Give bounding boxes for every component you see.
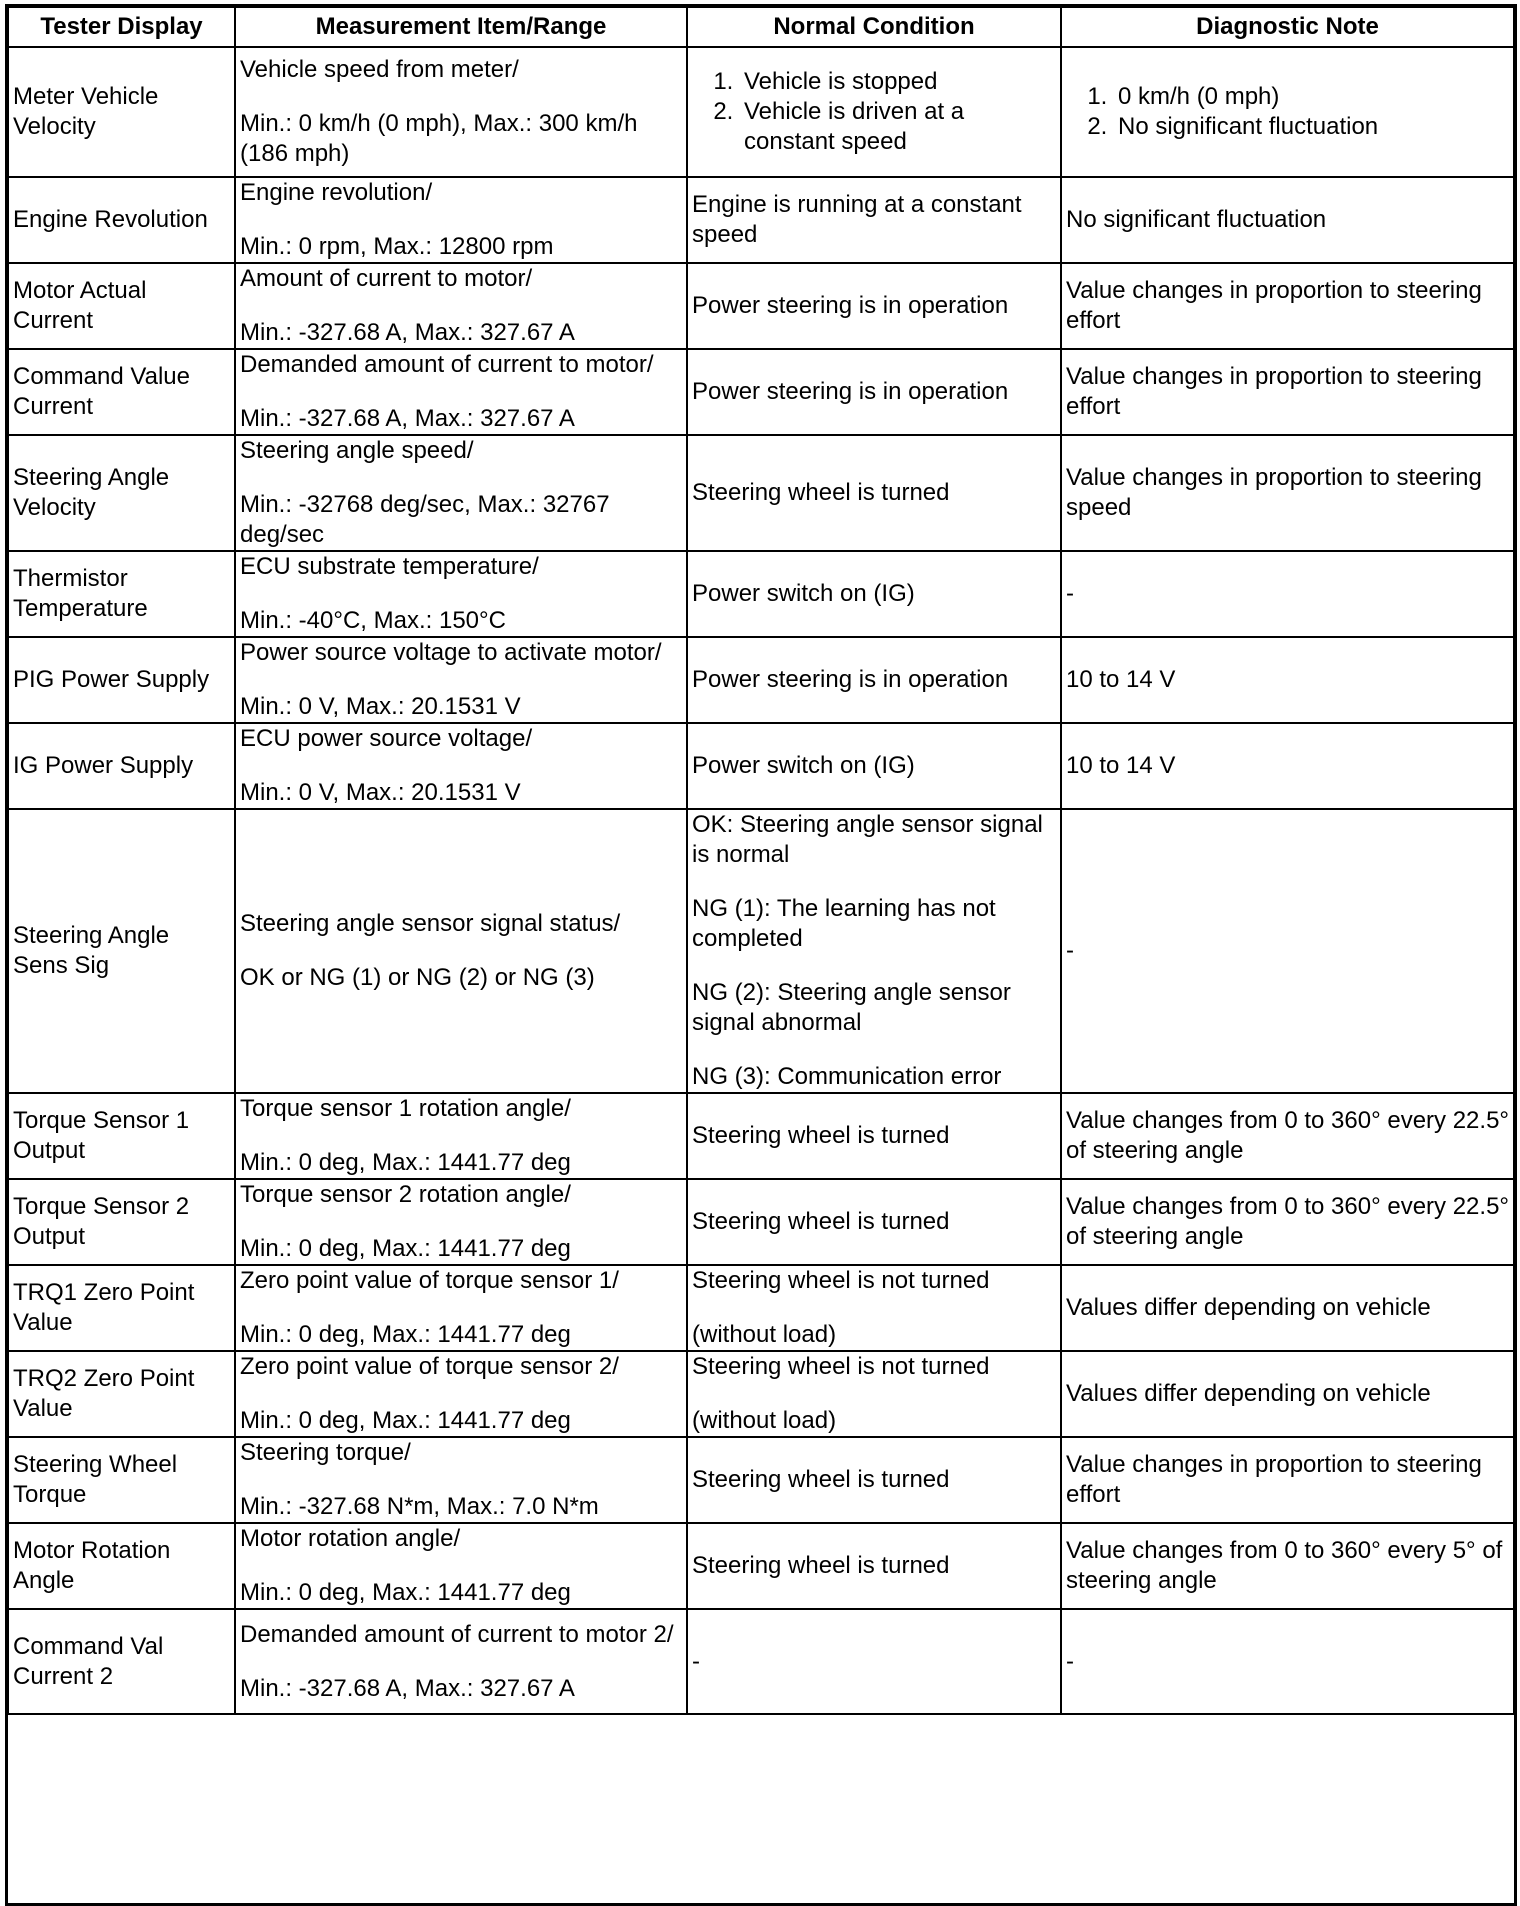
diagnostic-note-text: Value changes from 0 to 360° every 22.5° of steering angle	[1066, 1107, 1510, 1164]
normal-condition-text: NG (2): Steering angle sensor signal abnormal	[692, 979, 1011, 1036]
diagnostic-note-cell	[1061, 263, 1514, 349]
diagnostic-note-cell	[1061, 349, 1514, 435]
measurement-item-text: Min.: -40°C, Max.: 150°C	[240, 607, 506, 634]
normal-condition-text: NG (3): Communication error	[692, 1063, 1002, 1090]
diagnostic-note-text: Value changes from 0 to 360° every 5° of steering angle	[1066, 1537, 1503, 1594]
diagnostic-note-text: Values differ depending on vehicle	[1066, 1380, 1431, 1407]
data-list-table	[7, 6, 1515, 1715]
tester-display-cell	[8, 1523, 235, 1609]
measurement-item-text: Min.: 0 V, Max.: 20.1531 V	[240, 693, 521, 720]
normal-condition-cell	[687, 1093, 1061, 1179]
normal-condition-cell	[687, 1609, 1061, 1714]
diagnostic-note-cell	[1061, 637, 1514, 723]
header-row	[8, 7, 1514, 47]
tester-display-label: Motor Actual Current	[13, 277, 147, 334]
measurement-item-text: Min.: 0 deg, Max.: 1441.77 deg	[240, 1321, 571, 1348]
measurement-item-text: Vehicle speed from meter/	[240, 56, 519, 83]
table-row	[8, 1351, 1514, 1437]
normal-condition-text: Power steering is in operation	[692, 378, 1009, 405]
table-row	[8, 637, 1514, 723]
diagnostic-note-cell	[1061, 1609, 1514, 1714]
normal-condition-cell	[687, 47, 1061, 177]
measurement-item-cell	[235, 1351, 687, 1437]
diagnostic-note-cell	[1061, 1265, 1514, 1351]
normal-condition-text: Steering wheel is not turned	[692, 1353, 990, 1380]
table-row	[8, 1093, 1514, 1179]
tester-display-label: Engine Revolution	[13, 206, 208, 233]
measurement-item-cell	[235, 1265, 687, 1351]
normal-condition-cell	[687, 435, 1061, 551]
normal-condition-text: Power switch on (IG)	[692, 752, 915, 779]
normal-condition-text: Steering wheel is turned	[692, 1208, 950, 1235]
measurement-item-cell	[235, 723, 687, 809]
table-row	[8, 723, 1514, 809]
tester-display-label: Torque Sensor 1 Output	[13, 1107, 190, 1164]
measurement-item-text: ECU substrate temperature/	[240, 553, 539, 580]
measurement-item-cell	[235, 177, 687, 263]
diagnostic-note-step: 2. No significant fluctuation	[1114, 112, 1509, 142]
normal-condition-text: Steering wheel is turned	[692, 1122, 950, 1149]
table-body	[8, 47, 1514, 1714]
diagnostic-note-text: Value changes in proportion to steering effort	[1066, 363, 1482, 420]
header-normal-condition: Normal Condition	[687, 7, 1061, 47]
measurement-item-cell	[235, 435, 687, 551]
header-measurement-item: Measurement Item/Range	[235, 7, 687, 47]
normal-condition-cell	[687, 723, 1061, 809]
measurement-item-text: OK or NG (1) or NG (2) or NG (3)	[240, 964, 595, 991]
diagnostic-note-text: No significant fluctuation	[1066, 206, 1327, 233]
diagnostic-note-cell	[1061, 177, 1514, 263]
measurement-item-text: Min.: -32768 deg/sec, Max.: 32767 deg/sec	[240, 491, 610, 548]
measurement-item-text: Min.: 0 km/h (0 mph), Max.: 300 km/h (186 mph)	[240, 110, 638, 167]
tester-display-cell	[8, 1093, 235, 1179]
tester-display-label: Steering Angle Velocity	[13, 464, 170, 521]
table-row	[8, 47, 1514, 177]
measurement-item-text: Steering angle speed/	[240, 437, 474, 464]
diagnostic-note-cell	[1061, 1437, 1514, 1523]
diagnostic-note-cell	[1061, 1523, 1514, 1609]
tester-display-label: Thermistor Temperature	[13, 565, 148, 622]
tester-display-cell	[8, 1609, 235, 1714]
measurement-item-text: Amount of current to motor/	[240, 265, 533, 292]
measurement-item-text: Torque sensor 1 rotation angle/	[240, 1095, 571, 1122]
measurement-item-text: Motor rotation angle/	[240, 1525, 461, 1552]
diagnostic-note-text: Values differ depending on vehicle	[1066, 1294, 1431, 1321]
measurement-item-text: Engine revolution/	[240, 179, 433, 206]
diagnostic-note-text: Value changes in proportion to steering effort	[1066, 277, 1482, 334]
normal-condition-text: Steering wheel is turned	[692, 1552, 950, 1579]
measurement-item-text: Zero point value of torque sensor 1/	[240, 1267, 619, 1294]
normal-condition-step: 1. Vehicle is stopped	[740, 67, 1056, 97]
normal-condition-text: Engine is running at a constant speed	[692, 191, 1022, 248]
measurement-item-text: Steering angle sensor signal status/	[240, 910, 621, 937]
tester-display-label: Command Val Current 2	[13, 1632, 164, 1690]
diagnostic-note-cell	[1061, 809, 1514, 1093]
normal-condition-text: Steering wheel is not turned	[692, 1267, 990, 1294]
measurement-item-cell	[235, 1609, 687, 1714]
table-row	[8, 263, 1514, 349]
normal-condition-step: 2. Vehicle is driven at a constant speed	[740, 97, 1056, 157]
normal-condition-cell	[687, 1179, 1061, 1265]
table-row	[8, 1523, 1514, 1609]
diagnostic-note-text: Value changes in proportion to steering speed	[1066, 464, 1482, 521]
normal-condition-cell	[687, 1437, 1061, 1523]
tester-display-label: TRQ1 Zero Point Value	[13, 1279, 195, 1336]
diagnostic-note-cell	[1061, 1351, 1514, 1437]
normal-condition-cell	[687, 809, 1061, 1093]
normal-condition-text: Power switch on (IG)	[692, 580, 915, 607]
tester-display-cell	[8, 1351, 235, 1437]
diagnostic-note-text: -	[1066, 580, 1074, 607]
normal-condition-text: -	[692, 1647, 700, 1675]
normal-condition-text: (without load)	[692, 1321, 837, 1348]
measurement-item-cell	[235, 263, 687, 349]
measurement-item-text: Demanded amount of current to motor/	[240, 351, 654, 378]
measurement-item-text: Power source voltage to activate motor/	[240, 639, 662, 666]
measurement-item-cell	[235, 1437, 687, 1523]
table-row	[8, 1437, 1514, 1523]
tester-display-cell	[8, 263, 235, 349]
tester-display-label: Steering Angle Sens Sig	[13, 922, 170, 979]
normal-condition-text: Steering wheel is turned	[692, 1466, 950, 1493]
tester-display-label: Motor Rotation Angle	[13, 1537, 171, 1594]
measurement-item-text: Demanded amount of current to motor 2/	[240, 1620, 674, 1648]
table-row	[8, 551, 1514, 637]
diagnostic-note-text: Value changes from 0 to 360° every 22.5° of steering angle	[1066, 1193, 1510, 1250]
table-row	[8, 1265, 1514, 1351]
normal-condition-list	[692, 67, 1056, 157]
diagnostic-note-cell	[1061, 1179, 1514, 1265]
diagnostic-note-cell	[1061, 551, 1514, 637]
normal-condition-cell	[687, 1265, 1061, 1351]
diagnostic-note-text: 10 to 14 V	[1066, 666, 1176, 693]
measurement-item-cell	[235, 551, 687, 637]
table-row	[8, 177, 1514, 263]
normal-condition-text: Steering wheel is turned	[692, 479, 950, 506]
normal-condition-cell	[687, 1351, 1061, 1437]
measurement-item-text: Torque sensor 2 rotation angle/	[240, 1181, 571, 1208]
measurement-item-text: Min.: 0 V, Max.: 20.1531 V	[240, 779, 521, 806]
measurement-item-text: Min.: 0 deg, Max.: 1441.77 deg	[240, 1407, 571, 1434]
tester-display-cell	[8, 1265, 235, 1351]
tester-display-label: PIG Power Supply	[13, 666, 210, 693]
normal-condition-cell	[687, 551, 1061, 637]
normal-condition-cell	[687, 637, 1061, 723]
diagnostic-note-cell	[1061, 435, 1514, 551]
header-tester-display: Tester Display	[8, 7, 235, 47]
header-diagnostic-note: Diagnostic Note	[1061, 7, 1514, 47]
normal-condition-text: Power steering is in operation	[692, 292, 1009, 319]
normal-condition-text: NG (1): The learning has not completed	[692, 895, 996, 952]
diagnostic-note-cell	[1061, 723, 1514, 809]
diagnostic-note-cell	[1061, 1093, 1514, 1179]
tester-display-cell	[8, 47, 235, 177]
normal-condition-cell	[687, 1523, 1061, 1609]
normal-condition-cell	[687, 349, 1061, 435]
tester-display-cell	[8, 177, 235, 263]
tester-display-label: TRQ2 Zero Point Value	[13, 1365, 195, 1422]
tester-display-label: Torque Sensor 2 Output	[13, 1193, 190, 1250]
diagnostic-note-text: -	[1066, 1647, 1074, 1675]
measurement-item-cell	[235, 349, 687, 435]
tester-display-cell	[8, 349, 235, 435]
diagnostic-note-text: -	[1066, 937, 1074, 964]
tester-display-cell	[8, 1437, 235, 1523]
table-row	[8, 435, 1514, 551]
table-row	[8, 1609, 1514, 1714]
measurement-item-text: Min.: 0 deg, Max.: 1441.77 deg	[240, 1149, 571, 1176]
tester-display-label: Command Value Current	[13, 363, 190, 420]
tester-display-cell	[8, 435, 235, 551]
table-row	[8, 349, 1514, 435]
measurement-item-text: Min.: 0 deg, Max.: 1441.77 deg	[240, 1579, 571, 1606]
diagnostic-note-step: 1. 0 km/h (0 mph)	[1114, 82, 1509, 112]
tester-display-cell	[8, 637, 235, 723]
tester-display-label: Steering Wheel Torque	[13, 1451, 178, 1508]
measurement-item-cell	[235, 47, 687, 177]
normal-condition-cell	[687, 263, 1061, 349]
tester-display-cell	[8, 809, 235, 1093]
measurement-item-text: ECU power source voltage/	[240, 725, 533, 752]
measurement-item-text: Min.: -327.68 N*m, Max.: 7.0 N*m	[240, 1493, 599, 1520]
measurement-item-text: Zero point value of torque sensor 2/	[240, 1353, 619, 1380]
tester-display-label: IG Power Supply	[13, 752, 194, 779]
measurement-item-cell	[235, 1093, 687, 1179]
measurement-item-text: Min.: -327.68 A, Max.: 327.67 A	[240, 405, 575, 432]
diagnostic-note-text: 10 to 14 V	[1066, 752, 1176, 779]
normal-condition-text: OK: Steering angle sensor signal is normal	[692, 811, 1043, 868]
tester-display-cell	[8, 1179, 235, 1265]
measurement-item-text: Min.: 0 rpm, Max.: 12800 rpm	[240, 233, 554, 260]
table-row	[8, 1179, 1514, 1265]
normal-condition-cell	[687, 177, 1061, 263]
normal-condition-text: Power steering is in operation	[692, 666, 1009, 693]
measurement-item-cell	[235, 637, 687, 723]
tester-display-label: Meter Vehicle Velocity	[13, 83, 159, 140]
measurement-item-text: Min.: -327.68 A, Max.: 327.67 A	[240, 319, 575, 346]
measurement-item-text: Steering torque/	[240, 1439, 411, 1466]
measurement-item-text: Min.: 0 deg, Max.: 1441.77 deg	[240, 1235, 571, 1262]
diagnostic-note-list	[1066, 82, 1509, 142]
tester-display-cell	[8, 551, 235, 637]
measurement-item-cell	[235, 1179, 687, 1265]
normal-condition-text: (without load)	[692, 1407, 837, 1434]
table-row	[8, 809, 1514, 1093]
measurement-item-cell	[235, 1523, 687, 1609]
diagnostic-note-text: Value changes in proportion to steering effort	[1066, 1451, 1482, 1508]
measurement-item-cell	[235, 809, 687, 1093]
tester-display-cell	[8, 723, 235, 809]
measurement-item-text: Min.: -327.68 A, Max.: 327.67 A	[240, 1674, 575, 1702]
diagnostic-note-cell	[1061, 47, 1514, 177]
